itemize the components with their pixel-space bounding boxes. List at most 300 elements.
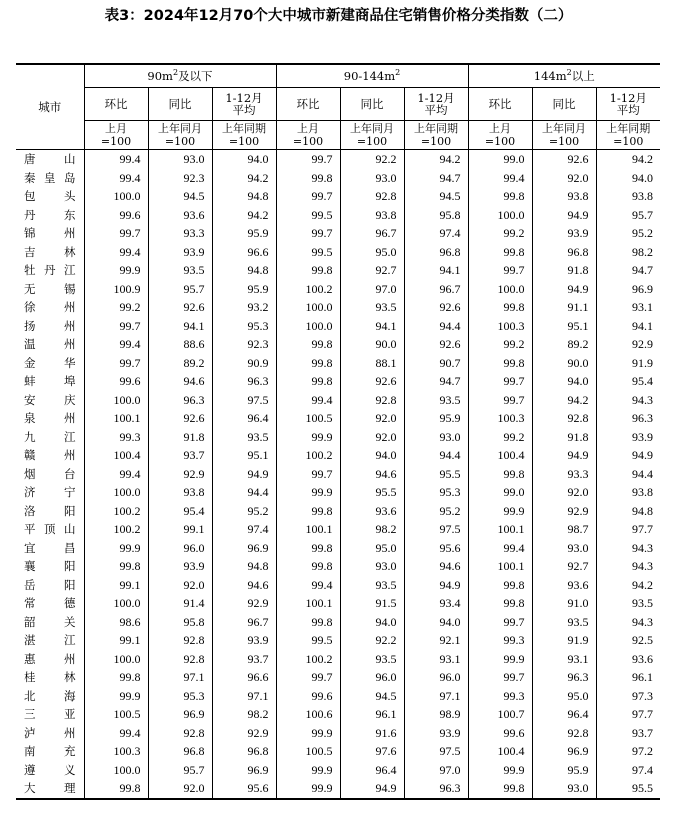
value-cell: 94.6 <box>212 576 276 595</box>
value-cell: 93.0 <box>148 150 212 169</box>
value-cell: 92.0 <box>340 428 404 447</box>
value-cell: 99.8 <box>468 298 532 317</box>
table-row <box>16 391 660 410</box>
value-cell: 92.3 <box>212 335 276 354</box>
city-cell: 蚌埠 <box>24 374 76 389</box>
value-cell: 92.8 <box>340 187 404 206</box>
value-cell: 93.9 <box>532 224 596 243</box>
value-cell: 97.5 <box>404 520 468 539</box>
value-cell: 99.9 <box>84 261 148 280</box>
value-cell: 93.0 <box>340 169 404 188</box>
value-cell: 92.1 <box>404 631 468 650</box>
value-cell: 97.0 <box>340 280 404 299</box>
value-cell: 94.7 <box>404 372 468 391</box>
value-cell: 92.9 <box>212 594 276 613</box>
value-cell: 97.7 <box>596 520 660 539</box>
value-cell: 100.5 <box>276 742 340 761</box>
value-cell: 100.1 <box>468 557 532 576</box>
city-cell: 九江 <box>24 429 76 444</box>
value-cell: 93.8 <box>148 483 212 502</box>
value-cell: 99.4 <box>276 391 340 410</box>
value-cell: 100.0 <box>276 298 340 317</box>
table-row <box>16 446 660 465</box>
value-cell: 99.7 <box>468 668 532 687</box>
value-cell: 95.1 <box>212 446 276 465</box>
value-cell: 96.3 <box>596 409 660 428</box>
sub-header-1-0: 环比 <box>276 88 340 121</box>
value-cell: 93.8 <box>340 206 404 225</box>
value-cell: 99.8 <box>84 557 148 576</box>
sub-header-0-1: 同比 <box>148 88 212 121</box>
value-cell: 94.2 <box>212 169 276 188</box>
value-cell: 92.2 <box>340 631 404 650</box>
value-cell: 98.9 <box>404 705 468 724</box>
value-cell: 96.4 <box>532 705 596 724</box>
value-cell: 99.7 <box>84 317 148 336</box>
city-cell: 遵义 <box>24 762 76 777</box>
value-cell: 99.8 <box>276 169 340 188</box>
value-cell: 93.5 <box>148 261 212 280</box>
value-cell: 92.9 <box>148 465 212 484</box>
table-row <box>16 243 660 262</box>
value-cell: 94.9 <box>532 280 596 299</box>
sub-header-2-1: 同比 <box>532 88 596 121</box>
base-header-1-1: 上年同月 =100 <box>340 121 404 150</box>
value-cell: 94.0 <box>404 613 468 632</box>
value-cell: 94.6 <box>340 465 404 484</box>
value-cell: 95.2 <box>212 502 276 521</box>
value-cell: 94.2 <box>596 150 660 169</box>
value-cell: 96.6 <box>212 668 276 687</box>
value-cell: 92.0 <box>148 576 212 595</box>
value-cell: 98.6 <box>84 613 148 632</box>
value-cell: 94.9 <box>596 446 660 465</box>
value-cell: 99.7 <box>276 465 340 484</box>
value-cell: 94.2 <box>212 206 276 225</box>
value-cell: 93.8 <box>532 187 596 206</box>
table-row <box>16 761 660 780</box>
value-cell: 100.4 <box>468 446 532 465</box>
city-cell: 丹东 <box>24 207 76 222</box>
value-cell: 100.1 <box>468 520 532 539</box>
base-header-2-0: 上月 =100 <box>468 121 532 150</box>
table-row <box>16 742 660 761</box>
value-cell: 99.5 <box>276 243 340 262</box>
value-cell: 99.3 <box>84 428 148 447</box>
value-cell: 100.0 <box>84 483 148 502</box>
value-cell: 96.3 <box>148 391 212 410</box>
value-cell: 96.7 <box>340 224 404 243</box>
value-cell: 93.8 <box>596 483 660 502</box>
city-cell: 韶关 <box>24 614 76 629</box>
value-cell: 92.9 <box>212 724 276 743</box>
value-cell: 93.8 <box>596 187 660 206</box>
value-cell: 99.7 <box>468 613 532 632</box>
table-row <box>16 335 660 354</box>
value-cell: 92.9 <box>532 502 596 521</box>
value-cell: 94.3 <box>596 613 660 632</box>
value-cell: 95.9 <box>212 280 276 299</box>
table-row <box>16 724 660 743</box>
value-cell: 98.2 <box>212 705 276 724</box>
value-cell: 100.1 <box>84 409 148 428</box>
value-cell: 91.5 <box>340 594 404 613</box>
value-cell: 97.5 <box>404 742 468 761</box>
base-header-2-1: 上年同月 =100 <box>532 121 596 150</box>
value-cell: 96.9 <box>148 705 212 724</box>
value-cell: 94.5 <box>148 187 212 206</box>
table-body <box>16 150 660 799</box>
value-cell: 99.9 <box>468 650 532 669</box>
value-cell: 99.8 <box>276 354 340 373</box>
base-header-0-0: 上月 =100 <box>84 121 148 150</box>
value-cell: 95.0 <box>340 243 404 262</box>
value-cell: 99.2 <box>84 298 148 317</box>
value-cell: 92.8 <box>148 650 212 669</box>
value-cell: 90.0 <box>532 354 596 373</box>
value-cell: 97.4 <box>404 224 468 243</box>
value-cell: 95.0 <box>532 687 596 706</box>
value-cell: 99.9 <box>276 483 340 502</box>
city-cell: 湛江 <box>24 633 76 648</box>
table-row <box>16 150 660 169</box>
value-cell: 99.8 <box>276 261 340 280</box>
value-cell: 99.8 <box>468 594 532 613</box>
value-cell: 99.8 <box>468 779 532 799</box>
value-cell: 95.6 <box>404 539 468 558</box>
value-cell: 99.8 <box>84 779 148 799</box>
table-row <box>16 372 660 391</box>
table-row <box>16 687 660 706</box>
value-cell: 97.7 <box>596 705 660 724</box>
value-cell: 91.4 <box>148 594 212 613</box>
city-cell: 吉林 <box>24 244 76 259</box>
value-cell: 97.4 <box>212 520 276 539</box>
city-cell: 徐州 <box>24 300 76 315</box>
value-cell: 93.4 <box>404 594 468 613</box>
value-cell: 99.7 <box>468 391 532 410</box>
value-cell: 100.2 <box>84 520 148 539</box>
table-row <box>16 280 660 299</box>
value-cell: 94.6 <box>148 372 212 391</box>
city-cell: 岳阳 <box>24 577 76 592</box>
value-cell: 95.4 <box>148 502 212 521</box>
value-cell: 92.7 <box>340 261 404 280</box>
value-cell: 94.1 <box>340 317 404 336</box>
value-cell: 99.1 <box>148 520 212 539</box>
value-cell: 98.7 <box>532 520 596 539</box>
value-cell: 100.2 <box>276 650 340 669</box>
sub-header-text: 1-12月 平均 <box>609 91 647 117</box>
value-cell: 96.9 <box>532 742 596 761</box>
value-cell: 92.8 <box>148 631 212 650</box>
value-cell: 93.0 <box>404 428 468 447</box>
value-cell: 93.5 <box>340 576 404 595</box>
table-row <box>16 705 660 724</box>
city-cell: 赣州 <box>24 448 76 463</box>
value-cell: 99.8 <box>84 668 148 687</box>
value-cell: 95.8 <box>148 613 212 632</box>
value-cell: 94.7 <box>596 261 660 280</box>
value-cell: 94.9 <box>404 576 468 595</box>
value-cell: 100.4 <box>84 446 148 465</box>
value-cell: 96.9 <box>212 539 276 558</box>
value-cell: 97.2 <box>596 742 660 761</box>
base-header-1-0: 上月 =100 <box>276 121 340 150</box>
value-cell: 96.8 <box>212 742 276 761</box>
price-index-table <box>16 63 660 800</box>
value-cell: 94.0 <box>340 613 404 632</box>
value-cell: 94.4 <box>596 465 660 484</box>
value-cell: 96.0 <box>404 668 468 687</box>
value-cell: 95.3 <box>212 317 276 336</box>
value-cell: 100.2 <box>84 502 148 521</box>
value-cell: 100.2 <box>276 446 340 465</box>
value-cell: 94.6 <box>404 557 468 576</box>
value-cell: 95.5 <box>596 779 660 799</box>
value-cell: 92.6 <box>404 335 468 354</box>
value-cell: 94.0 <box>532 372 596 391</box>
value-cell: 92.6 <box>532 150 596 169</box>
value-cell: 91.0 <box>532 594 596 613</box>
sub-header-1-1: 同比 <box>340 88 404 121</box>
value-cell: 99.4 <box>468 539 532 558</box>
value-cell: 96.7 <box>404 280 468 299</box>
value-cell: 97.1 <box>212 687 276 706</box>
value-cell: 94.3 <box>596 539 660 558</box>
value-cell: 92.5 <box>596 631 660 650</box>
sub-header-2-2 <box>596 88 660 121</box>
value-cell: 95.7 <box>596 206 660 225</box>
value-cell: 93.5 <box>212 428 276 447</box>
city-cell: 无锡 <box>24 281 76 296</box>
table-title: 表3：2024年12月70个大中城市新建商品住宅销售价格分类指数（二） <box>104 8 573 24</box>
value-cell: 91.8 <box>532 261 596 280</box>
value-cell: 100.3 <box>84 742 148 761</box>
value-cell: 100.0 <box>84 187 148 206</box>
group-header-small: $90m^2$及以下 <box>84 64 276 88</box>
value-cell: 93.7 <box>596 724 660 743</box>
value-cell: 99.8 <box>276 502 340 521</box>
base-header-1-2: 上年同期 =100 <box>404 121 468 150</box>
value-cell: 99.4 <box>84 169 148 188</box>
value-cell: 95.2 <box>404 502 468 521</box>
value-cell: 93.6 <box>596 650 660 669</box>
value-cell: 99.6 <box>468 724 532 743</box>
value-cell: 95.1 <box>532 317 596 336</box>
value-cell: 92.2 <box>340 150 404 169</box>
table-row <box>16 187 660 206</box>
value-cell: 96.9 <box>212 761 276 780</box>
city-cell: 锦州 <box>24 226 76 241</box>
value-cell: 92.6 <box>148 298 212 317</box>
value-cell: 100.9 <box>84 280 148 299</box>
value-cell: 100.3 <box>468 317 532 336</box>
base-header-0-1: 上年同月 =100 <box>148 121 212 150</box>
base-header-0-2: 上年同期 =100 <box>212 121 276 150</box>
value-cell: 93.6 <box>340 502 404 521</box>
value-cell: 94.9 <box>532 446 596 465</box>
value-cell: 100.2 <box>276 280 340 299</box>
value-cell: 99.4 <box>468 169 532 188</box>
value-cell: 99.0 <box>468 483 532 502</box>
value-cell: 99.8 <box>276 613 340 632</box>
value-cell: 97.3 <box>596 687 660 706</box>
city-cell: 金华 <box>24 355 76 370</box>
value-cell: 91.8 <box>148 428 212 447</box>
value-cell: 96.3 <box>212 372 276 391</box>
value-cell: 95.9 <box>212 224 276 243</box>
value-cell: 93.0 <box>340 557 404 576</box>
value-cell: 96.9 <box>596 280 660 299</box>
table-row <box>16 650 660 669</box>
value-cell: 100.5 <box>276 409 340 428</box>
table-row <box>16 502 660 521</box>
table-row <box>16 483 660 502</box>
value-cell: 96.8 <box>148 742 212 761</box>
value-cell: 99.6 <box>276 687 340 706</box>
value-cell: 88.1 <box>340 354 404 373</box>
value-cell: 96.1 <box>596 668 660 687</box>
value-cell: 99.8 <box>468 243 532 262</box>
value-cell: 92.0 <box>532 169 596 188</box>
city-cell: 襄阳 <box>24 559 76 574</box>
city-column-header: 城市 <box>16 64 84 150</box>
value-cell: 93.5 <box>532 613 596 632</box>
sub-header-2-0: 环比 <box>468 88 532 121</box>
sub-header-text: 1-12月 平均 <box>417 91 455 117</box>
value-cell: 89.2 <box>148 354 212 373</box>
table-row <box>16 576 660 595</box>
sub-header-1-2 <box>404 88 468 121</box>
value-cell: 92.6 <box>340 372 404 391</box>
table-row <box>16 298 660 317</box>
value-cell: 96.1 <box>340 705 404 724</box>
value-cell: 99.0 <box>468 150 532 169</box>
value-cell: 93.3 <box>532 465 596 484</box>
value-cell: 99.6 <box>84 206 148 225</box>
value-cell: 100.5 <box>84 705 148 724</box>
value-cell: 99.5 <box>276 206 340 225</box>
value-cell: 99.8 <box>468 187 532 206</box>
value-cell: 93.0 <box>532 779 596 799</box>
value-cell: 94.8 <box>596 502 660 521</box>
table-row <box>16 539 660 558</box>
value-cell: 94.2 <box>404 150 468 169</box>
value-cell: 95.4 <box>596 372 660 391</box>
value-cell: 99.7 <box>276 224 340 243</box>
value-cell: 90.7 <box>404 354 468 373</box>
value-cell: 92.9 <box>596 335 660 354</box>
value-cell: 99.4 <box>84 335 148 354</box>
value-cell: 99.3 <box>468 687 532 706</box>
value-cell: 99.7 <box>276 150 340 169</box>
value-cell: 94.2 <box>532 391 596 410</box>
value-cell: 99.9 <box>468 502 532 521</box>
value-cell: 91.1 <box>532 298 596 317</box>
value-cell: 92.0 <box>340 409 404 428</box>
value-cell: 97.6 <box>340 742 404 761</box>
value-cell: 99.7 <box>84 224 148 243</box>
value-cell: 92.7 <box>532 557 596 576</box>
city-cell: 常德 <box>24 596 76 611</box>
value-cell: 97.1 <box>404 687 468 706</box>
value-cell: 99.2 <box>468 428 532 447</box>
value-cell: 95.3 <box>148 687 212 706</box>
value-cell: 95.0 <box>340 539 404 558</box>
city-cell: 包头 <box>24 189 76 204</box>
value-cell: 94.5 <box>340 687 404 706</box>
value-cell: 100.7 <box>468 705 532 724</box>
value-cell: 92.8 <box>340 391 404 410</box>
value-cell: 93.9 <box>148 243 212 262</box>
value-cell: 100.6 <box>276 705 340 724</box>
city-cell: 扬州 <box>24 318 76 333</box>
sub-header-row <box>16 88 660 121</box>
value-cell: 100.0 <box>276 317 340 336</box>
value-cell: 99.9 <box>276 428 340 447</box>
value-cell: 95.7 <box>148 761 212 780</box>
value-cell: 100.4 <box>468 742 532 761</box>
table-row <box>16 613 660 632</box>
value-cell: 96.8 <box>404 243 468 262</box>
value-cell: 99.2 <box>468 335 532 354</box>
value-cell: 100.0 <box>84 761 148 780</box>
value-cell: 98.2 <box>596 243 660 262</box>
value-cell: 93.9 <box>596 428 660 447</box>
value-cell: 93.7 <box>212 650 276 669</box>
city-cell: 洛阳 <box>24 503 76 518</box>
table-row <box>16 428 660 447</box>
value-cell: 94.8 <box>212 261 276 280</box>
city-cell: 宜昌 <box>24 540 76 555</box>
value-cell: 95.5 <box>340 483 404 502</box>
city-cell: 秦皇岛 <box>24 170 76 185</box>
value-cell: 99.7 <box>276 668 340 687</box>
value-cell: 99.8 <box>468 576 532 595</box>
base-header-row <box>16 121 660 150</box>
value-cell: 100.0 <box>84 650 148 669</box>
value-cell: 94.1 <box>596 317 660 336</box>
value-cell: 100.0 <box>84 391 148 410</box>
value-cell: 94.2 <box>596 576 660 595</box>
value-cell: 94.3 <box>596 557 660 576</box>
value-cell: 93.1 <box>404 650 468 669</box>
group-header-medium: $90-144m^2$ <box>276 64 468 88</box>
value-cell: 94.1 <box>404 261 468 280</box>
city-cell: 烟台 <box>24 466 76 481</box>
value-cell: 99.7 <box>468 372 532 391</box>
value-cell: 89.2 <box>532 335 596 354</box>
value-cell: 99.7 <box>468 261 532 280</box>
value-cell: 95.9 <box>532 761 596 780</box>
table-row <box>16 779 660 799</box>
value-cell: 95.3 <box>404 483 468 502</box>
value-cell: 99.9 <box>84 687 148 706</box>
value-cell: 94.4 <box>404 317 468 336</box>
value-cell: 93.5 <box>404 391 468 410</box>
table-row <box>16 354 660 373</box>
value-cell: 99.8 <box>468 465 532 484</box>
value-cell: 96.4 <box>340 761 404 780</box>
city-cell: 泸州 <box>24 725 76 740</box>
value-cell: 93.2 <box>212 298 276 317</box>
group-header-large: $144m^2$以上 <box>468 64 660 88</box>
value-cell: 97.4 <box>596 761 660 780</box>
value-cell: 100.3 <box>468 409 532 428</box>
city-cell: 牡丹江 <box>24 263 76 278</box>
value-cell: 97.1 <box>148 668 212 687</box>
